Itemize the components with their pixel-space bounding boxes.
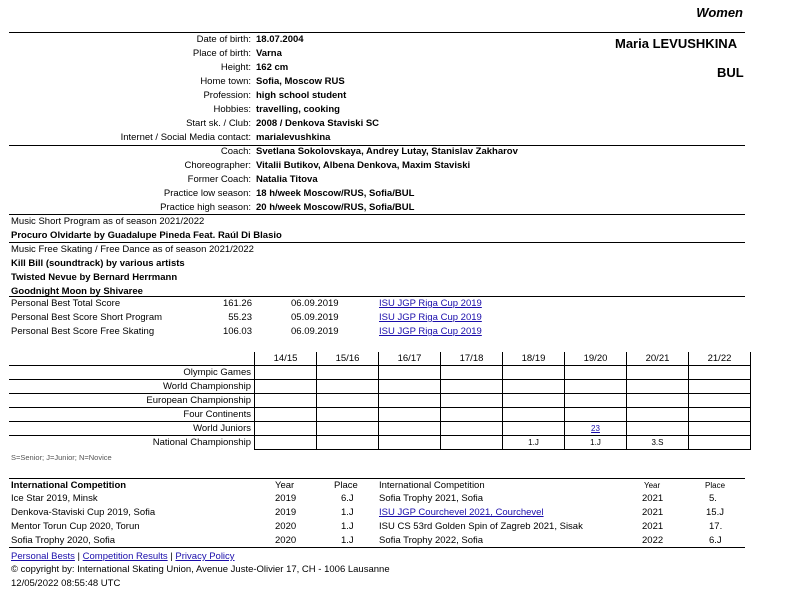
result-cell xyxy=(255,436,317,450)
result-cell xyxy=(317,380,379,394)
timestamp: 12/05/2022 08:55:48 UTC xyxy=(11,578,121,589)
competition-header: International Competition xyxy=(11,480,127,491)
result-cell xyxy=(627,422,689,436)
result-cell xyxy=(565,408,627,422)
bio-label: Profession: xyxy=(203,90,251,101)
row-label: World Juniors xyxy=(9,422,255,436)
place-header: Place xyxy=(705,481,726,490)
result-cell: 1.J xyxy=(503,436,565,450)
competition-place: 1.J xyxy=(341,521,354,532)
table-legend: S=Senior; J=Junior; N=Novice xyxy=(11,453,112,462)
competition-year: 2019 xyxy=(275,493,297,504)
bio-value: 18.07.2004 xyxy=(256,34,304,45)
bio-label: Start sk. / Club: xyxy=(186,118,251,129)
divider xyxy=(9,296,745,297)
divider xyxy=(9,242,745,243)
bio-value: 2008 / Denkova Staviski SC xyxy=(256,118,380,129)
competition-place: 1.J xyxy=(341,535,354,546)
competition-name: ISU CS 53rd Golden Spin of Zagreb 2021, Sisak xyxy=(379,521,583,532)
pb-date: 06.09.2019 xyxy=(291,298,339,309)
competition-place: 6.J xyxy=(709,535,722,546)
result-cell xyxy=(689,436,751,450)
free-music-heading: Music Free Skating / Free Dance as of season 2021/2022 xyxy=(11,244,254,255)
result-cell xyxy=(565,366,627,380)
pb-date: 05.09.2019 xyxy=(291,312,339,323)
result-cell xyxy=(379,366,441,380)
result-cell xyxy=(255,408,317,422)
competition-results-link[interactable]: Competition Results xyxy=(82,551,168,562)
separator: | xyxy=(170,551,173,562)
coaching-label: Former Coach: xyxy=(187,174,251,185)
result-cell xyxy=(317,366,379,380)
bio-value: Sofia, Moscow RUS xyxy=(256,76,345,87)
result-cell xyxy=(441,394,503,408)
bio-label: Hobbies: xyxy=(213,104,251,115)
result-cell xyxy=(503,380,565,394)
competition-name: Denkova-Staviski Cup 2019, Sofia xyxy=(11,507,156,518)
pb-label: Personal Best Score Free Skating xyxy=(11,326,155,337)
table-row xyxy=(9,408,751,422)
competition-year: 2020 xyxy=(275,535,297,546)
result-cell xyxy=(255,380,317,394)
result-cell xyxy=(503,366,565,380)
short-music-heading: Music Short Program as of season 2021/2022 xyxy=(11,216,205,227)
competition-place: 15.J xyxy=(706,507,724,518)
pb-event-link[interactable]: ISU JGP Riga Cup 2019 xyxy=(379,298,482,309)
free-music-piece: Twisted Nevue by Bernard Herrmann xyxy=(11,272,178,283)
free-music-piece: Kill Bill (soundtrack) by various artists xyxy=(11,258,185,269)
result-cell xyxy=(317,408,379,422)
result-cell xyxy=(317,394,379,408)
season-header: 19/20 xyxy=(565,352,627,366)
season-header: 14/15 xyxy=(255,352,317,366)
year-header: Year xyxy=(644,481,661,490)
coaching-label: Practice high season: xyxy=(160,202,251,213)
result-cell xyxy=(689,408,751,422)
pb-score: 55.23 xyxy=(228,312,252,323)
place-header: Place xyxy=(334,480,358,491)
table-row xyxy=(9,436,751,450)
result-cell: 3.S xyxy=(627,436,689,450)
bio-value: marialevushkina xyxy=(256,132,331,143)
coaching-value: Svetlana Sokolovskaya, Andrey Lutay, Stanislav Zakharov xyxy=(256,146,518,157)
pb-label: Personal Best Total Score xyxy=(11,298,121,309)
result-cell xyxy=(379,408,441,422)
row-label: Olympic Games xyxy=(9,366,255,380)
competition-year: 2022 xyxy=(642,535,664,546)
result-cell xyxy=(379,380,441,394)
competition-year: 2019 xyxy=(275,507,297,518)
result-cell xyxy=(565,380,627,394)
season-header: 20/21 xyxy=(627,352,689,366)
season-header: 15/16 xyxy=(317,352,379,366)
result-cell xyxy=(503,422,565,436)
coaching-value: Vitalii Butikov, Albena Denkova, Maxim Staviski xyxy=(256,160,471,171)
divider xyxy=(9,478,745,479)
coaching-label: Coach: xyxy=(220,146,251,157)
bio-value: high school student xyxy=(256,90,347,101)
divider xyxy=(9,214,745,215)
pb-event-link[interactable]: ISU JGP Riga Cup 2019 xyxy=(379,312,482,323)
coaching-value: 20 h/week Moscow/RUS, Sofia/BUL xyxy=(256,202,415,213)
pb-date: 06.09.2019 xyxy=(291,326,339,337)
footer-links xyxy=(11,551,235,562)
competition-link[interactable]: ISU JGP Courchevel 2021, Courchevel xyxy=(379,507,544,518)
pb-event-link[interactable]: ISU JGP Riga Cup 2019 xyxy=(379,326,482,337)
table-row xyxy=(9,366,751,380)
competition-name: Ice Star 2019, Minsk xyxy=(11,493,98,504)
competition-name: Mentor Torun Cup 2020, Torun xyxy=(11,521,140,532)
result-cell xyxy=(441,380,503,394)
season-header: 16/17 xyxy=(379,352,441,366)
bio-label: Place of birth: xyxy=(192,48,251,59)
result-cell xyxy=(689,422,751,436)
result-cell xyxy=(379,394,441,408)
competition-year: 2021 xyxy=(642,507,664,518)
competition-place: 6.J xyxy=(341,493,354,504)
competition-year: 2021 xyxy=(642,493,664,504)
divider xyxy=(9,32,745,33)
result-cell xyxy=(565,422,627,436)
result-cell xyxy=(627,380,689,394)
competition-name: Sofia Trophy 2021, Sofia xyxy=(379,493,484,504)
bio-value: Varna xyxy=(256,48,282,59)
row-label: European Championship xyxy=(9,394,255,408)
result-cell xyxy=(379,422,441,436)
competition-name: Sofia Trophy 2020, Sofia xyxy=(11,535,116,546)
copyright: © copyright by: International Skating Union, Avenue Juste-Olivier 17, CH - 1006 Lausanne xyxy=(11,564,390,575)
result-cell xyxy=(441,408,503,422)
result-cell xyxy=(689,366,751,380)
season-header-row xyxy=(9,352,751,366)
table-row xyxy=(9,394,751,408)
season-header: 18/19 xyxy=(503,352,565,366)
result-cell: 1.J xyxy=(565,436,627,450)
result-cell xyxy=(441,366,503,380)
competition-year: 2020 xyxy=(275,521,297,532)
competition-place: 1.J xyxy=(341,507,354,518)
result-cell xyxy=(441,422,503,436)
competition-header: International Competition xyxy=(379,480,485,491)
result-cell xyxy=(441,436,503,450)
row-label: World Championship xyxy=(9,380,255,394)
free-music-piece: Goodnight Moon by Shivaree xyxy=(11,286,143,297)
result-cell xyxy=(255,394,317,408)
separator: | xyxy=(77,551,81,562)
results-table xyxy=(9,352,751,450)
personal-bests-link[interactable]: Personal Bests xyxy=(11,551,75,562)
bio-value: 162 cm xyxy=(256,62,289,73)
result-cell xyxy=(689,380,751,394)
bio-label: Height: xyxy=(220,62,251,73)
world-juniors-result-link[interactable]: 23 xyxy=(591,424,600,433)
result-cell xyxy=(627,408,689,422)
category-title: Women xyxy=(696,5,743,20)
pb-label: Personal Best Score Short Program xyxy=(11,312,163,323)
result-cell xyxy=(255,366,317,380)
divider xyxy=(9,547,745,548)
coaching-value: 18 h/week Moscow/RUS, Sofia/BUL xyxy=(256,188,415,199)
result-cell xyxy=(689,394,751,408)
coaching-label: Choreographer: xyxy=(184,160,251,171)
pb-score: 106.03 xyxy=(222,326,252,337)
competition-name: Sofia Trophy 2022, Sofia xyxy=(379,535,484,546)
coaching-label: Practice low season: xyxy=(163,188,251,199)
competition-place: 17. xyxy=(709,521,723,532)
row-label: National Championship xyxy=(9,436,255,450)
result-cell xyxy=(255,422,317,436)
bio-value: travelling, cooking xyxy=(256,104,340,115)
table-row xyxy=(9,380,751,394)
bio-label: Date of birth: xyxy=(196,34,251,45)
athlete-nation: BUL xyxy=(717,65,744,80)
result-cell xyxy=(317,422,379,436)
year-header: Year xyxy=(275,480,295,491)
result-cell xyxy=(627,366,689,380)
result-cell xyxy=(379,436,441,450)
result-cell xyxy=(317,436,379,450)
bio-label: Internet / Social Media contact: xyxy=(120,132,251,143)
bio-label: Home town: xyxy=(200,76,251,87)
table-row xyxy=(9,422,751,436)
coaching-value: Natalia Titova xyxy=(256,174,318,185)
season-header: 21/22 xyxy=(689,352,751,366)
result-cell xyxy=(503,408,565,422)
result-cell xyxy=(627,394,689,408)
athlete-name: Maria LEVUSHKINA xyxy=(615,36,738,51)
row-label: Four Continents xyxy=(9,408,255,422)
season-header: 17/18 xyxy=(441,352,503,366)
pb-score: 161.26 xyxy=(222,298,252,309)
result-cell xyxy=(565,394,627,408)
short-music-piece: Procuro Olvidarte by Guadalupe Pineda Feat. Raúl Di Blasio xyxy=(11,230,282,241)
result-cell xyxy=(503,394,565,408)
competition-year: 2021 xyxy=(642,521,664,532)
competition-place: 5. xyxy=(709,493,717,504)
privacy-policy-link[interactable]: Privacy Policy xyxy=(175,551,235,562)
